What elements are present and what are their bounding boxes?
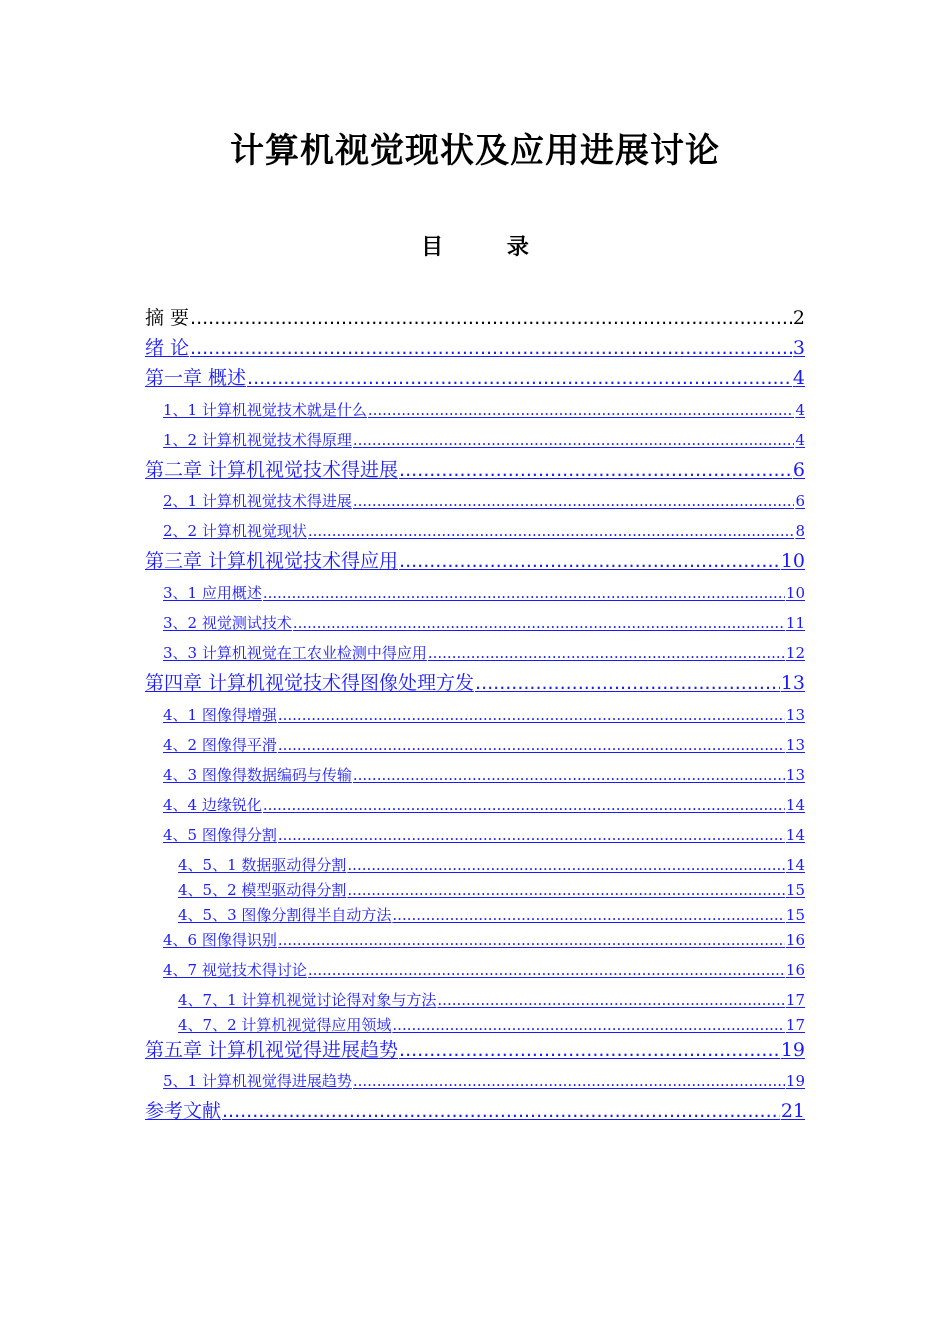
toc-dot-leader (347, 854, 785, 876)
toc-entry-page: 13 (785, 736, 805, 754)
toc-entry-section-1-2[interactable] (163, 429, 805, 451)
toc-entry-page: 13 (785, 706, 805, 724)
toc-entry-section-5-1[interactable] (163, 1070, 805, 1092)
toc-entry-page: 3 (792, 337, 805, 359)
toc-entry-page: 2 (792, 307, 805, 329)
toc-entry-chapter-3[interactable] (145, 548, 805, 574)
toc-dot-leader (347, 879, 785, 901)
toc-entry-section-2-1[interactable] (163, 490, 805, 512)
toc-dot-leader (278, 734, 785, 756)
toc-entry-introduction[interactable] (145, 335, 805, 361)
toc-entry-section-4-5[interactable] (163, 824, 805, 846)
toc-entry-page: 10 (785, 584, 805, 602)
toc-entry-page: 13 (780, 672, 805, 694)
toc-entry-label: 摘 要 (145, 307, 190, 329)
toc-entry-label: 3、3 计算机视觉在工农业检测中得应用 (163, 644, 427, 662)
toc-entry-label: 3、1 应用概述 (163, 584, 262, 602)
table-of-contents (145, 0, 805, 1344)
toc-entry-chapter-5[interactable] (145, 1037, 805, 1063)
toc-entry-page: 21 (780, 1100, 805, 1122)
toc-dot-leader (368, 399, 795, 421)
toc-entry-chapter-4[interactable] (145, 670, 805, 696)
toc-entry-label: 绪 论 (145, 337, 190, 359)
toc-dot-leader (190, 335, 792, 361)
toc-entry-label: 1、2 计算机视觉技术得原理 (163, 431, 352, 449)
toc-dot-leader (353, 429, 795, 451)
toc-entry-label: 5、1 计算机视觉得进展趋势 (163, 1072, 352, 1090)
toc-dot-leader (278, 704, 785, 726)
toc-entry-label: 4、7 视觉技术得讨论 (163, 961, 307, 979)
toc-entry-page: 17 (785, 1016, 805, 1034)
toc-entry-section-1-1[interactable] (163, 399, 805, 421)
toc-entry-label: 4、5、3 图像分割得半自动方法 (178, 906, 392, 924)
toc-entry-label: 第二章 计算机视觉技术得进展 (145, 459, 399, 481)
toc-entry-section-4-3[interactable] (163, 764, 805, 786)
toc-entry-label: 第一章 概述 (145, 367, 247, 389)
toc-dot-leader (399, 548, 780, 574)
toc-entry-page: 15 (785, 906, 805, 924)
toc-dot-leader (399, 1037, 780, 1063)
toc-entry-page: 4 (795, 401, 805, 419)
toc-dot-leader (308, 520, 795, 542)
toc-entry-chapter-2[interactable] (145, 457, 805, 483)
toc-dot-leader (263, 794, 785, 816)
toc-entry-page: 15 (785, 881, 805, 899)
toc-entry-label: 3、2 视觉测试技术 (163, 614, 292, 632)
toc-entry-page: 6 (795, 492, 805, 510)
toc-entry-label: 4、6 图像得识别 (163, 931, 277, 949)
toc-entry-section-4-4[interactable] (163, 794, 805, 816)
toc-heading: 目 录 (421, 235, 557, 260)
toc-entry-section-4-5-2[interactable] (178, 879, 805, 901)
toc-entry-page: 6 (792, 459, 805, 481)
toc-entry-page: 14 (785, 856, 805, 874)
toc-entry-page: 4 (792, 367, 805, 389)
toc-entry-page: 4 (795, 431, 805, 449)
document-title: 计算机视觉现状及应用进展讨论 (230, 131, 720, 171)
toc-entry-page: 11 (785, 614, 805, 632)
toc-entry-label: 4、7、1 计算机视觉讨论得对象与方法 (178, 991, 437, 1009)
toc-entry-label: 4、3 图像得数据编码与传输 (163, 766, 352, 784)
toc-entry-page: 16 (785, 931, 805, 949)
toc-entry-abstract[interactable] (145, 305, 805, 331)
toc-entry-section-3-2[interactable] (163, 612, 805, 634)
toc-entry-page: 17 (785, 991, 805, 1009)
toc-dot-leader (308, 959, 785, 981)
toc-entry-label: 2、1 计算机视觉技术得进展 (163, 492, 352, 510)
toc-dot-leader (437, 989, 785, 1011)
toc-entry-page: 16 (785, 961, 805, 979)
toc-dot-leader (293, 612, 785, 634)
toc-entry-references[interactable] (145, 1098, 805, 1124)
toc-entry-section-4-6[interactable] (163, 929, 805, 951)
toc-dot-leader (278, 824, 785, 846)
toc-entry-page: 19 (785, 1072, 805, 1090)
toc-entry-section-4-5-3[interactable] (178, 904, 805, 926)
toc-entry-page: 14 (785, 796, 805, 814)
toc-entry-page: 10 (780, 550, 805, 572)
toc-entry-section-4-5-1[interactable] (178, 854, 805, 876)
toc-dot-leader (353, 1070, 785, 1092)
toc-entry-label: 第五章 计算机视觉得进展趋势 (145, 1039, 399, 1061)
toc-entry-page: 14 (785, 826, 805, 844)
toc-entry-label: 4、1 图像得增强 (163, 706, 277, 724)
toc-entry-label: 第四章 计算机视觉技术得图像处理方发 (145, 672, 475, 694)
toc-entry-section-3-1[interactable] (163, 582, 805, 604)
toc-dot-leader (475, 670, 780, 696)
toc-entry-label: 参考文献 (145, 1100, 222, 1122)
toc-dot-leader (428, 642, 785, 664)
toc-dot-leader (399, 457, 792, 483)
toc-entry-section-4-1[interactable] (163, 704, 805, 726)
toc-dot-leader (392, 1014, 785, 1036)
toc-entry-chapter-1[interactable] (145, 365, 805, 391)
toc-entry-label: 4、4 边缘锐化 (163, 796, 262, 814)
toc-entry-label: 4、5 图像得分割 (163, 826, 277, 844)
toc-dot-leader (190, 305, 792, 331)
toc-dot-leader (353, 490, 795, 512)
toc-entry-page: 19 (780, 1039, 805, 1061)
toc-dot-leader (392, 904, 785, 926)
toc-entry-section-3-3[interactable] (163, 642, 805, 664)
toc-entry-section-4-2[interactable] (163, 734, 805, 756)
toc-entry-page: 8 (795, 522, 805, 540)
toc-dot-leader (247, 365, 792, 391)
toc-entry-label: 第三章 计算机视觉技术得应用 (145, 550, 399, 572)
toc-entry-label: 2、2 计算机视觉现状 (163, 522, 307, 540)
toc-entry-label: 4、2 图像得平滑 (163, 736, 277, 754)
toc-entry-page: 12 (785, 644, 805, 662)
toc-entry-label: 4、7、2 计算机视觉得应用领域 (178, 1016, 392, 1034)
toc-entry-page: 13 (785, 766, 805, 784)
toc-entry-section-4-7-2[interactable] (178, 1014, 805, 1036)
toc-dot-leader (263, 582, 785, 604)
toc-dot-leader (353, 764, 785, 786)
toc-dot-leader (278, 929, 785, 951)
toc-entry-label: 4、5、2 模型驱动得分割 (178, 881, 347, 899)
toc-entry-section-4-7-1[interactable] (178, 989, 805, 1011)
toc-entry-label: 4、5、1 数据驱动得分割 (178, 856, 347, 874)
toc-entry-section-2-2[interactable] (163, 520, 805, 542)
toc-entry-label: 1、1 计算机视觉技术就是什么 (163, 401, 367, 419)
toc-entry-section-4-7[interactable] (163, 959, 805, 981)
toc-dot-leader (222, 1098, 780, 1124)
